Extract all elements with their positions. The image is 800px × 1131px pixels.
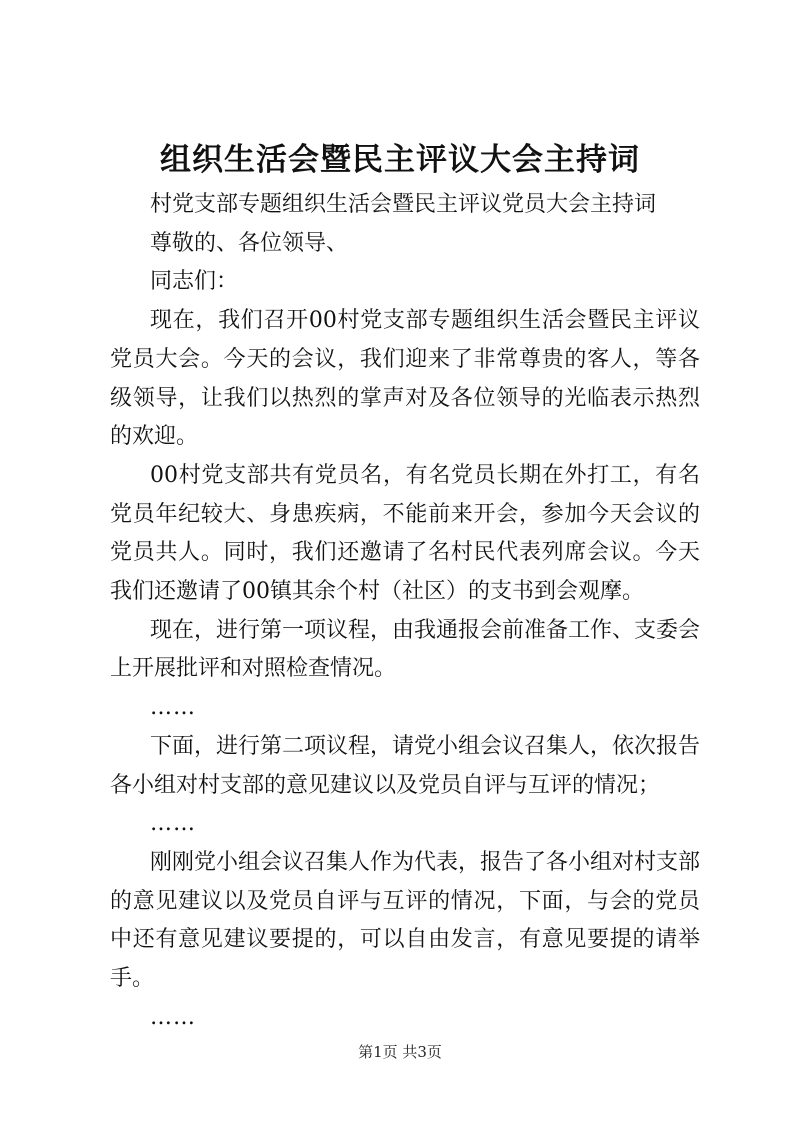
document-title: 组织生活会暨民主评议大会主持词 [160,142,640,178]
paragraph-salutation-leaders: 尊敬的、各位领导、 [150,230,349,256]
page-number-footer: 第1页 共3页 [358,1043,442,1061]
paragraph-opening: 现在，我们召开00村党支部专题组织生活会暨民主评议党员大会。今天的会议，我们迎来了非常尊贵的客人，等各级领导，让我们以热烈的掌声对及各位领导的光临表示热烈的欢迎。 [110,308,700,450]
paragraph-salutation-comrades: 同志们： [150,269,239,295]
ellipsis-line: …… [150,1004,196,1030]
ellipsis-line: …… [150,811,196,837]
paragraph-open-floor: 刚刚党小组会议召集人作为代表，报告了各小组对村支部的意见建议以及党员自评与互评的情况，下面，与会的党员中还有意见建议要提的，可以自由发言，有意见要提的请举手。 [110,849,701,992]
ellipsis-line: …… [150,695,196,721]
paragraph-subtitle: 村党支部专题组织生活会暨民主评议党员大会主持词 [150,192,657,217]
paragraph-agenda-one: 现在，进行第一项议程，由我通报会前准备工作、支委会上开展批评和对照检查情况。 [110,617,701,682]
document-body [110,186,700,1037]
paragraph-attendance: 00村党支部共有党员名，有名党员长期在外打工，有名党员年纪较大、身患疾病，不能前来开会，参加今天会议的党员共人。同时，我们还邀请了名村民代表列席会议。今天我们还邀请了00镇其余个村（社区）的支书到会观摩。 [110,462,700,605]
paragraph-agenda-two: 下面，进行第二项议程，请党小组会议召集人，依次报告各小组对村支部的意见建议以及党员自评与互评的情况； [110,733,701,798]
